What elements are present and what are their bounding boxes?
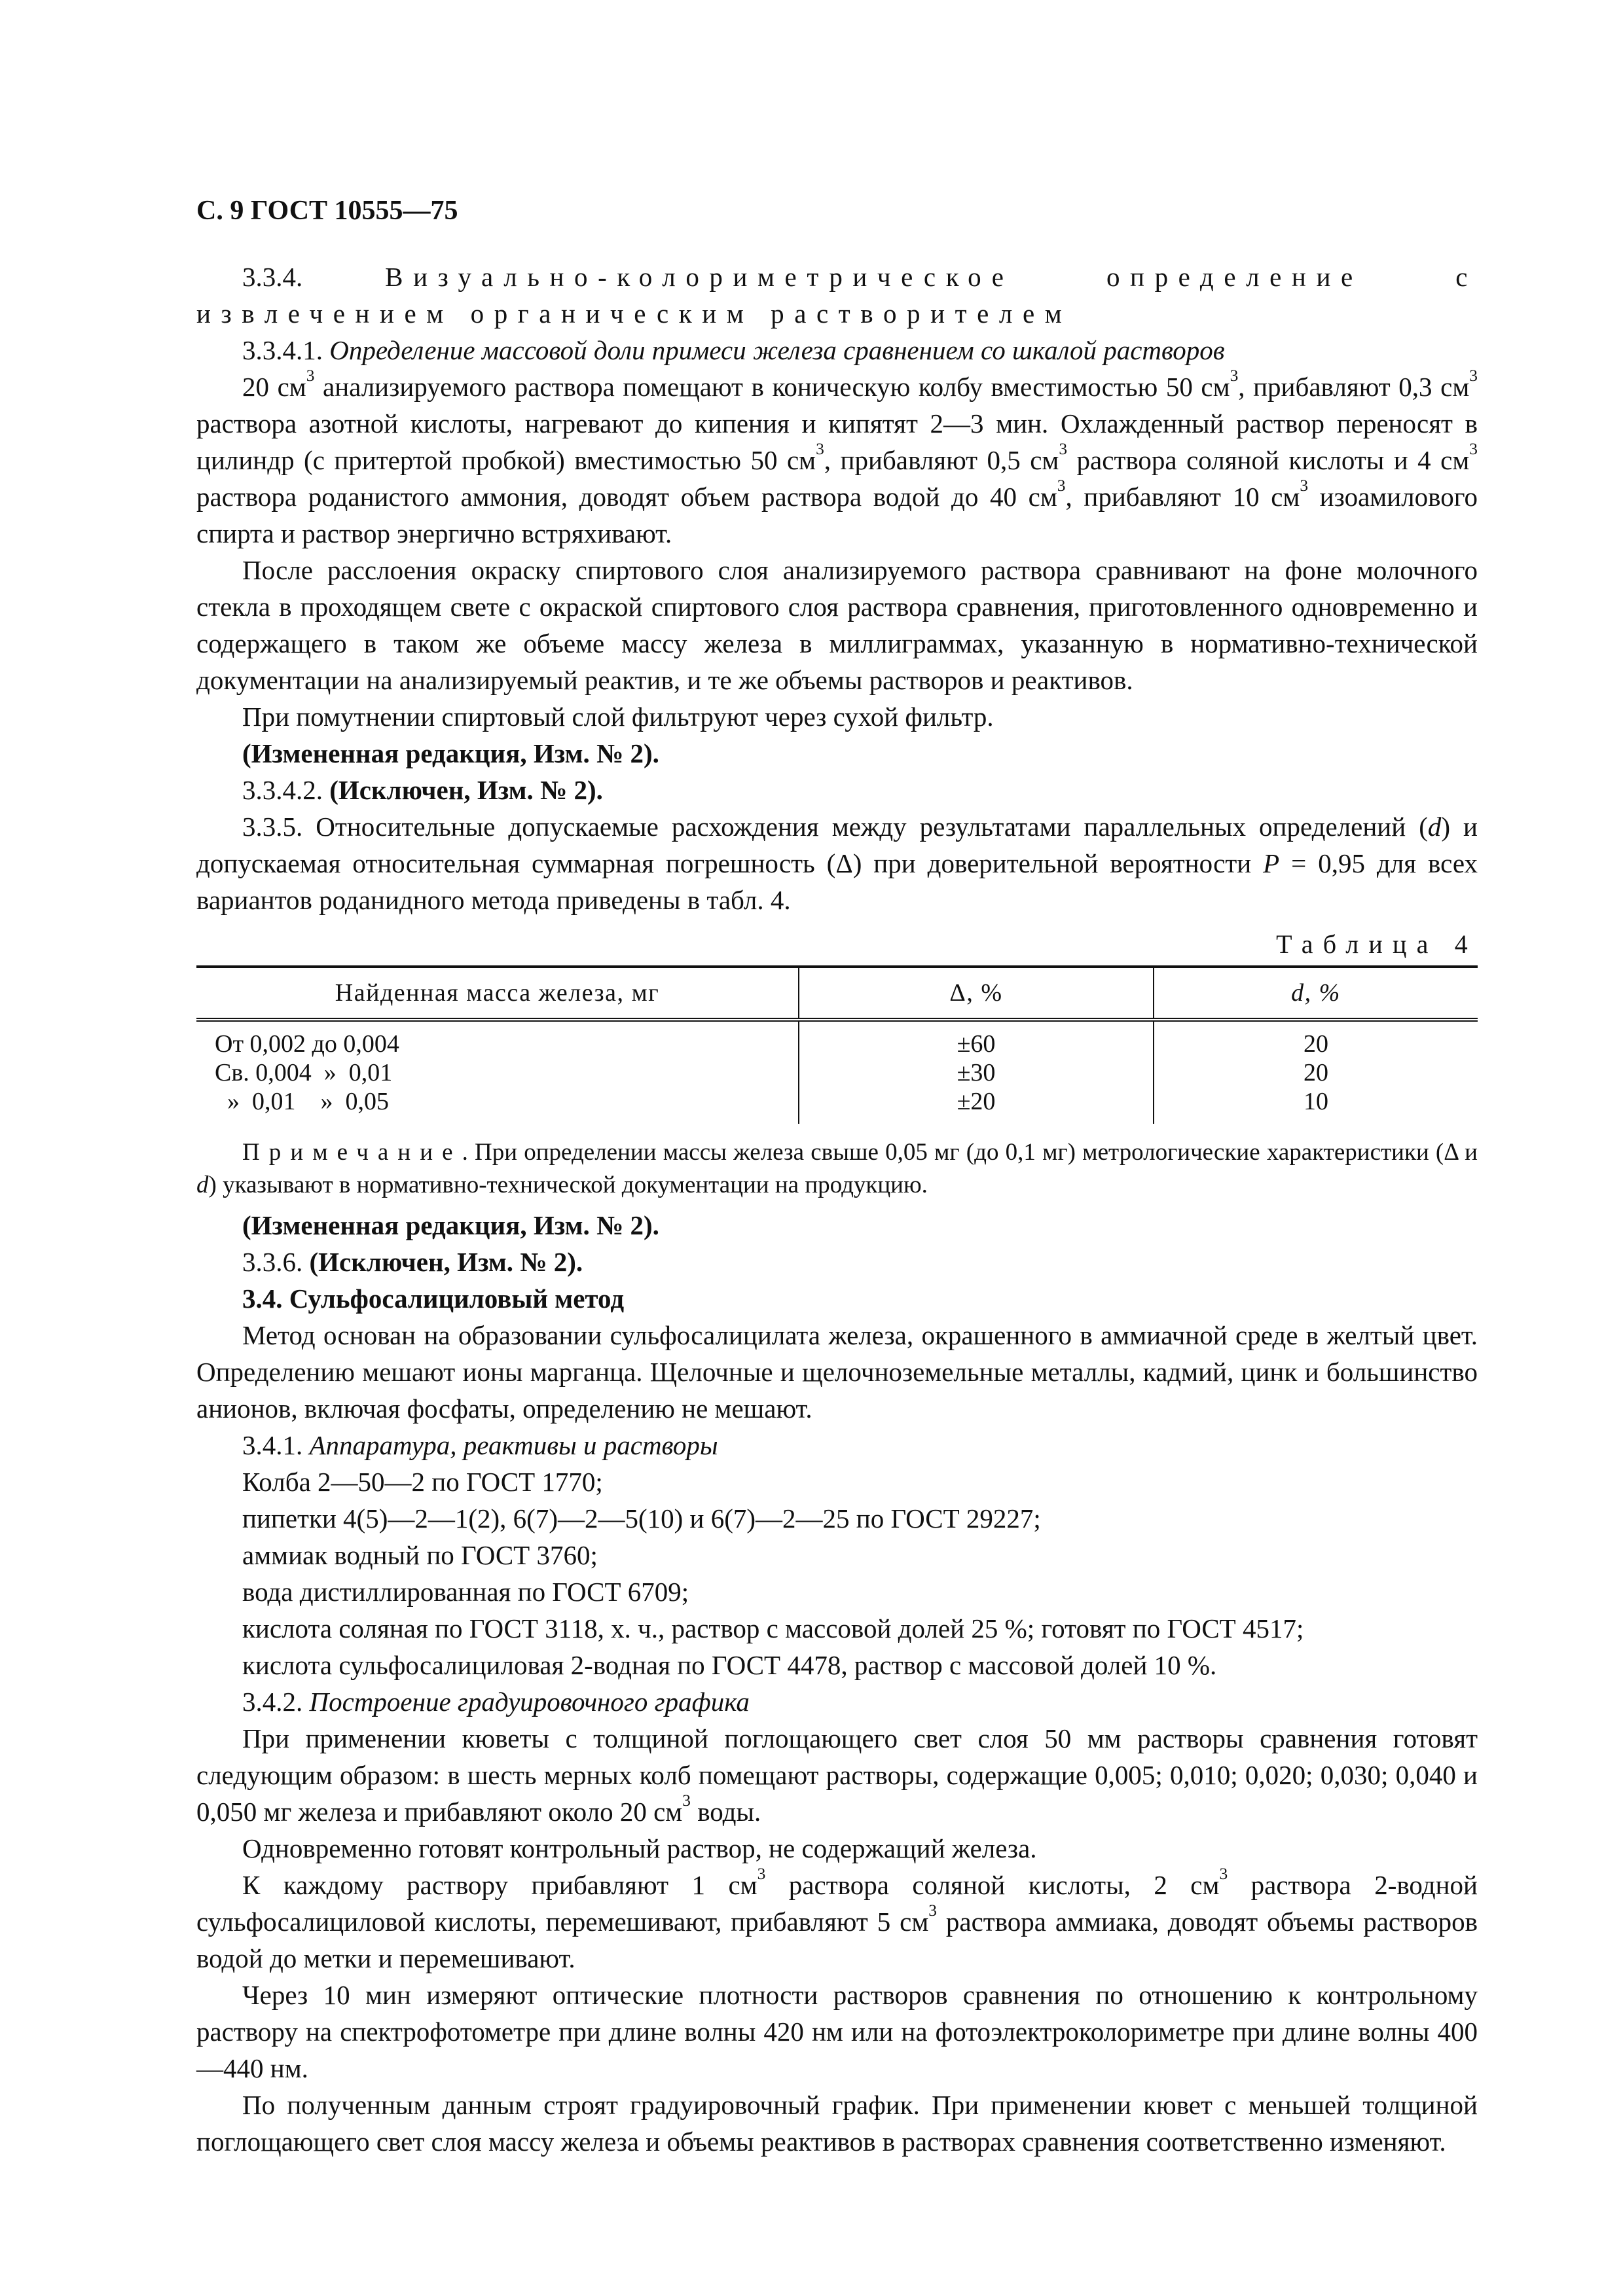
page-header: С. 9 ГОСТ 10555—75	[196, 196, 458, 226]
text-run: раствора аммиака, доводят объемы растворов водой до метки и перемешивают.	[196, 1907, 1478, 1973]
apparatus-item: кислота соляная по ГОСТ 3118, х. ч., раствор с массовой долей 25 %; готовят по ГОСТ 4517;	[242, 1613, 1304, 1643]
superscript: 3	[1059, 440, 1068, 459]
paragraph-reference-solutions	[196, 1720, 1478, 1830]
paragraph-filtering: При помутнении спиртовый слой фильтруют через сухой фильтр.	[242, 702, 994, 732]
paragraph-method-basis: Метод основан на образовании сульфосалицилата железа, окрашенного в аммиачной среде в желтый цвет. Определению мешают ионы марганца. Щелочные и щелочноземельные металлы, кадмий, цинк и большинство анионов, включая фосфаты, определению не мешают.	[196, 1320, 1478, 1424]
text-run: При применении кюветы с толщиной поглощающего свет слоя 50 мм растворы сравнения готовят следующим образом: в шесть мерных колб помещают растворы, содержащие 0,005; 0,010; 0,020; 0,030; 0,040 и 0,050 мг железа и прибавляют около 20 см	[196, 1723, 1478, 1827]
amendment-note: (Измененная редакция, Изм. № 2).	[242, 1210, 659, 1240]
section-number: 3.3.4.	[242, 262, 386, 292]
section-3-3-5	[196, 808, 1478, 918]
text-run: . При определении массы железа свыше 0,05 мг (до 0,1 мг) метрологические характеристики (Δ и	[462, 1139, 1478, 1166]
symbol-p: P	[1263, 848, 1280, 878]
section-3-4-2-heading	[196, 1683, 1478, 1720]
body-lower	[196, 1136, 1478, 2160]
cell-delta: ±20	[799, 1087, 1154, 1124]
section-number: 3.4.1.	[242, 1430, 310, 1460]
apparatus-item: вода дистиллированная по ГОСТ 6709;	[242, 1577, 689, 1607]
text-run: изоамилового спирта и раствор энергично встряхивают.	[196, 482, 1478, 548]
text-run: раствора 2-водной сульфосалициловой кислоты, перемешивают, прибавляют 5 см	[196, 1870, 1478, 1937]
superscript: 3	[928, 1901, 937, 1920]
superscript: 3	[1469, 440, 1478, 459]
column-header-d: d, %	[1154, 967, 1478, 1020]
text-run: ) указывают в нормативно-технической документации на продукцию.	[208, 1172, 928, 1198]
table-row	[196, 1058, 1478, 1087]
text-run: , прибавляют 0,5 см	[824, 445, 1059, 475]
section-3-3-6	[196, 1244, 1478, 1280]
text-run: раствора роданистого аммония, доводят объем раствора водой до 40 см	[196, 482, 1057, 512]
text-run: 20 см	[242, 372, 306, 402]
paragraph-measurement: Через 10 мин измеряют оптические плотности растворов сравнения по отношению к контрольному раствору на спектрофотометре при длине волны 420 нм или на фотоэлектроколориметре при длине волны 400—440 нм.	[196, 1980, 1478, 2083]
superscript: 3	[1057, 476, 1066, 495]
superscript: 3	[682, 1791, 691, 1810]
table-header-row	[196, 967, 1478, 1020]
text-run: анализируемого раствора помещают в коническую колбу вместимостью 50 см	[314, 372, 1230, 402]
note-label: Примечание	[242, 1139, 462, 1166]
paragraph-calibration: По полученным данным строят градуировочный график. При применении кювет с меньшей толщиной поглощающего свет слоя массу железа и объемы реактивов в растворах сравнения соответственно изменяют.	[196, 2090, 1478, 2157]
excluded-note: (Исключен, Изм. № 2).	[329, 775, 603, 805]
table-note	[196, 1136, 1478, 1202]
text-run: раствора соляной кислоты, 2 см	[765, 1870, 1220, 1900]
superscript: 3	[1230, 367, 1239, 386]
paragraph-reagents	[196, 1867, 1478, 1977]
symbol-d: d	[1427, 812, 1442, 842]
section-number: 3.3.4.1.	[242, 335, 330, 365]
paragraph-comparison: После расслоения окраску спиртового слоя анализируемого раствора сравнивают на фоне молочного стекла в проходящем свете с окраской спиртового слоя раствора сравнения, приготовленного одновременно и содержащего в таком же объеме массу железа в миллиграммах, указанную в нормативно-технической документации на анализируемый реактив, и те же объемы растворов и реактивов.	[196, 555, 1478, 695]
superscript: 3	[306, 367, 315, 386]
cell-d: 20	[1154, 1020, 1478, 1058]
table-row	[196, 1087, 1478, 1124]
section-number: 3.3.6.	[242, 1247, 310, 1277]
superscript: 3	[1219, 1865, 1228, 1884]
text-run: К каждому раствору прибавляют 1 см	[242, 1870, 757, 1900]
text-run: , прибавляют 0,3 см	[1238, 372, 1470, 402]
section-number: 3.3.4.2.	[242, 775, 330, 805]
text-run: ) и допускаемая относительная суммарная погрешность (Δ) при доверительной вероятности	[196, 812, 1478, 878]
section-number: 3.4.2.	[242, 1687, 310, 1717]
section-title: Аппаратура, реактивы и растворы	[309, 1430, 718, 1460]
symbol-d: d	[196, 1172, 209, 1198]
text-run: = 0,95 для всех вариантов роданидного метода приведены в табл. 4.	[196, 848, 1478, 915]
excluded-note: (Исключен, Изм. № 2).	[309, 1247, 583, 1277]
data-table	[196, 965, 1478, 1124]
section-3-4-heading: 3.4. Сульфосалициловый метод	[242, 1283, 625, 1314]
section-title: Построение градуировочного графика	[309, 1687, 750, 1717]
superscript: 3	[1469, 367, 1478, 386]
cell-delta: ±60	[799, 1020, 1154, 1058]
apparatus-item: аммиак водный по ГОСТ 3760;	[242, 1540, 598, 1570]
superscript: 3	[816, 440, 824, 459]
column-header-mass: Найденная масса железа, мг	[196, 967, 799, 1020]
superscript: 3	[1300, 476, 1309, 495]
text-run: раствора азотной кислоты, нагревают до кипения и кипятят 2—3 мин. Охлажденный раствор переносят в цилиндр (с притертой пробкой) вместимостью 50 см	[196, 408, 1478, 475]
amendment-note: (Измененная редакция, Изм. № 2).	[242, 738, 659, 768]
cell-mass: Св. 0,004 » 0,01	[215, 1059, 393, 1086]
cell-mass: От 0,002 до 0,004	[215, 1030, 399, 1058]
section-3-3-4-2	[196, 772, 1478, 808]
cell-mass: » 0,01 » 0,05	[215, 1088, 389, 1115]
cell-delta: ±30	[799, 1058, 1154, 1087]
body-upper	[196, 259, 1478, 918]
cell-d: 20	[1154, 1058, 1478, 1087]
table-4	[196, 965, 1478, 1124]
table-caption: Таблица 4	[1276, 929, 1478, 959]
superscript: 3	[757, 1865, 766, 1884]
table-row	[196, 1020, 1478, 1058]
section-3-4-1-heading	[196, 1427, 1478, 1463]
text-run: воды.	[690, 1797, 761, 1827]
section-title: Определение массовой доли примеси железа сравнением со шкалой растворов	[329, 335, 1225, 365]
section-3-3-4-1-heading	[196, 332, 1478, 368]
apparatus-item: кислота сульфосалициловая 2-водная по ГОСТ 4478, раствор с массовой долей 10 %.	[242, 1650, 1217, 1680]
text-run: , прибавляют 10 см	[1065, 482, 1300, 512]
apparatus-item: Колба 2—50—2 по ГОСТ 1770;	[242, 1467, 603, 1497]
text-run: раствора соляной кислоты и 4 см	[1067, 445, 1470, 475]
paragraph-procedure	[196, 368, 1478, 552]
section-title: Визуально-колориметрическое определение с извлечением органическим растворителем	[196, 262, 1478, 329]
cell-d: 10	[1154, 1087, 1478, 1124]
apparatus-item: пипетки 4(5)—2—1(2), 6(7)—2—5(10) и 6(7)—2—25 по ГОСТ 29227;	[242, 1503, 1041, 1534]
paragraph-control-solution: Одновременно готовят контрольный раствор, не содержащий железа.	[242, 1833, 1037, 1863]
section-3-3-4-heading	[196, 259, 1478, 332]
column-header-delta: Δ, %	[799, 967, 1154, 1020]
text-run: 3.3.5. Относительные допускаемые расхождения между результатами параллельных определений (	[242, 812, 1428, 842]
